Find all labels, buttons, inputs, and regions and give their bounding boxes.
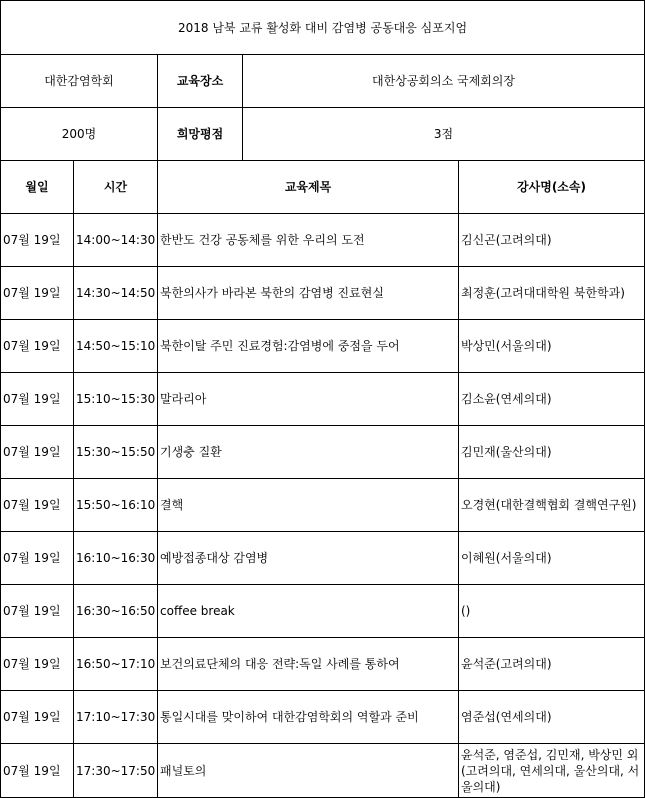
row-speaker: 김신곤(고려의대) <box>459 214 645 267</box>
table-row <box>1 744 645 798</box>
row-time: 15:50~16:10 <box>74 479 158 532</box>
row-time: 17:30~17:50 <box>74 744 158 798</box>
schedule-body <box>1 214 645 798</box>
row-speaker: 윤석준, 염준섭, 김민재, 박상민 외(고려의대, 연세의대, 울산의대, 서울의대) <box>459 744 645 798</box>
row-subject: 한반도 건강 공동체를 위한 우리의 도전 <box>158 214 459 267</box>
row-date: 07월 19일 <box>1 267 74 320</box>
row-subject: 말라리아 <box>158 373 459 426</box>
row-speaker: 최정훈(고려대대학원 북한학과) <box>459 267 645 320</box>
score-label: 희망평점 <box>158 108 243 161</box>
table-row <box>1 532 645 585</box>
row-time: 14:00~14:30 <box>74 214 158 267</box>
document-title: 2018 남북 교류 활성화 대비 감염병 공동대응 심포지엄 <box>1 1 645 55</box>
row-time: 16:50~17:10 <box>74 638 158 691</box>
row-speaker: 이혜원(서울의대) <box>459 532 645 585</box>
header-speaker: 강사명(소속) <box>459 161 645 214</box>
title-row <box>1 1 645 55</box>
table-row <box>1 426 645 479</box>
capacity: 200명 <box>1 108 158 161</box>
venue-value: 대한상공회의소 국제회의장 <box>243 55 645 108</box>
row-date: 07월 19일 <box>1 744 74 798</box>
row-speaker: 오경현(대한결핵협회 결핵연구원) <box>459 479 645 532</box>
table-row <box>1 691 645 744</box>
header-subject: 교육제목 <box>158 161 459 214</box>
table-row <box>1 638 645 691</box>
row-speaker: () <box>459 585 645 638</box>
row-time: 14:50~15:10 <box>74 320 158 373</box>
row-time: 17:10~17:30 <box>74 691 158 744</box>
row-date: 07월 19일 <box>1 479 74 532</box>
table-row <box>1 585 645 638</box>
table-row <box>1 373 645 426</box>
row-speaker: 김소윤(연세의대) <box>459 373 645 426</box>
row-speaker: 염준섭(연세의대) <box>459 691 645 744</box>
header-row <box>1 161 645 214</box>
row-date: 07월 19일 <box>1 373 74 426</box>
row-subject: 통일시대를 맞이하여 대한감염학회의 역할과 준비 <box>158 691 459 744</box>
row-time: 16:10~16:30 <box>74 532 158 585</box>
row-subject: 보건의료단체의 대응 전략:독일 사례를 통하여 <box>158 638 459 691</box>
row-time: 15:10~15:30 <box>74 373 158 426</box>
row-date: 07월 19일 <box>1 214 74 267</box>
row-subject: 패널토의 <box>158 744 459 798</box>
row-date: 07월 19일 <box>1 585 74 638</box>
row-time: 16:30~16:50 <box>74 585 158 638</box>
row-date: 07월 19일 <box>1 691 74 744</box>
row-time: 14:30~14:50 <box>74 267 158 320</box>
score-value: 3점 <box>243 108 645 161</box>
table-row <box>1 214 645 267</box>
venue-label: 교육장소 <box>158 55 243 108</box>
row-speaker: 박상민(서울의대) <box>459 320 645 373</box>
table-row <box>1 479 645 532</box>
info-row-score <box>1 108 645 161</box>
row-date: 07월 19일 <box>1 320 74 373</box>
table-row <box>1 267 645 320</box>
header-time: 시간 <box>74 161 158 214</box>
table-row <box>1 320 645 373</box>
row-date: 07월 19일 <box>1 638 74 691</box>
row-speaker: 김민재(울산의대) <box>459 426 645 479</box>
header-date: 월일 <box>1 161 74 214</box>
row-date: 07월 19일 <box>1 426 74 479</box>
row-subject: 결핵 <box>158 479 459 532</box>
row-time: 15:30~15:50 <box>74 426 158 479</box>
organizer: 대한감염학회 <box>1 55 158 108</box>
row-subject: 북한의사가 바라본 북한의 감염병 진료현실 <box>158 267 459 320</box>
row-date: 07월 19일 <box>1 532 74 585</box>
row-subject: 기생충 질환 <box>158 426 459 479</box>
row-speaker: 윤석준(고려의대) <box>459 638 645 691</box>
row-subject: coffee break <box>158 585 459 638</box>
row-subject: 예방접종대상 감염병 <box>158 532 459 585</box>
info-row-venue <box>1 55 645 108</box>
row-subject: 북한이탈 주민 진료경험:감염병에 중점을 두어 <box>158 320 459 373</box>
